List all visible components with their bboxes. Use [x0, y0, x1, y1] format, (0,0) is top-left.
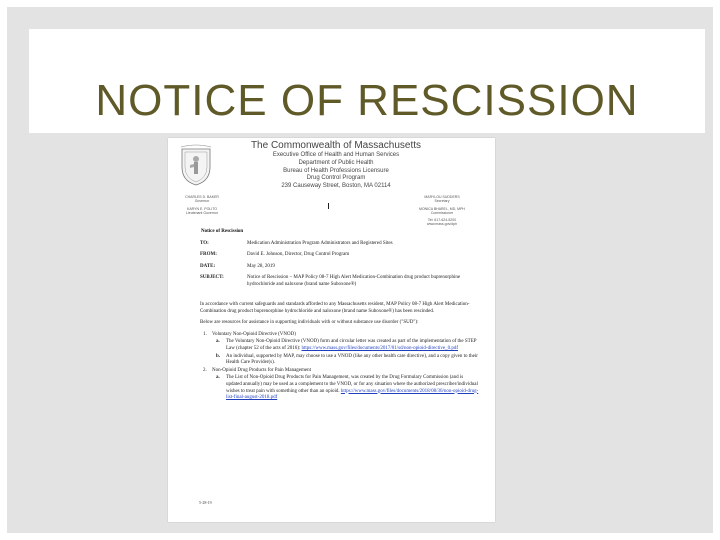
subitem-text: The Voluntary Non-Opioid Directive (VNOD) form and circular letter was created as part of the implementation of the STEP Law (chapter 52 of the acts of 2016):	[226, 339, 477, 351]
letterhead-line: Department of Public Health	[298, 159, 374, 166]
subitem-text: An individual, supported by MAP, may choose to use a VNOD (like any other health care directive), and a copy given to their Health Care Provider(s).	[226, 353, 478, 366]
right-officials	[408, 195, 476, 227]
memo-to-value: Medication Administration Program Administrators and Registered Sites	[247, 241, 393, 246]
body-paragraph: In accordance with current safeguards and standards afforded to any Massachusetts resident, MAP Policy 08-7 High Alert Medication-Combination drug product buprenorphine hydrochloride and naloxone (brand name Suboxone®) has been rescinded.	[200, 302, 470, 314]
subitem-text: The List of Non-Opioid Drug Products for Pain Management, was created by the Drug Formulary Commission (and is updated annually) may be used as a complement to the VNOD, or for any situation where the authorized prescriber/individual wishes to treat pain with something other than an opioid.	[226, 375, 478, 394]
governor-name: CHARLES D. BAKER	[185, 195, 219, 199]
commonwealth-seal-icon	[178, 143, 214, 187]
subitem-letter: a.	[216, 339, 220, 345]
memo-date-row	[200, 264, 485, 270]
vnod-link[interactable]: https://www.mass.gov/files/documents/2017/01/sd/non-opioid-directive_0.pdf	[301, 345, 458, 351]
resource-subitem	[216, 339, 480, 352]
letterhead-org: The Commonwealth of Massachusetts	[250, 140, 422, 151]
slide-background	[7, 7, 713, 533]
resource-number: 2.	[203, 367, 207, 373]
resource-item	[200, 332, 480, 339]
contact-web: www.mass.gov/dph	[426, 222, 458, 227]
resource-subitem	[216, 354, 480, 367]
memo-from-row	[200, 252, 485, 258]
secretary-name: MARYLOU SUDDERS	[424, 195, 460, 199]
text-cursor	[328, 203, 329, 209]
resource-subitems	[200, 339, 480, 366]
commissioner-title: Commissioner	[430, 210, 454, 215]
memo-date-label: DATE:	[200, 263, 216, 269]
subitem-letter: a.	[216, 375, 220, 381]
notice-heading: Notice of Rescission	[201, 229, 244, 234]
body-paragraph: Below are resources for assistance in supporting individuals with or without substance use disorder ("SUD"):	[200, 320, 419, 326]
non-opioid-list-link[interactable]: https://www.mass.gov/files/documents/2018/08/30/non-opioid-drug-list-final-august-2018.pdf	[226, 388, 479, 401]
memo-date-value: May 28, 2019	[247, 263, 275, 269]
letterhead-line: Bureau of Health Professions Licensure	[283, 167, 389, 174]
resource-subitem	[216, 375, 480, 401]
letterhead-line: 239 Causeway Street, Boston, MA 02114	[281, 183, 391, 190]
memo-from-label: FROM:	[200, 252, 217, 258]
governor-title: Governor	[194, 199, 210, 204]
lt-governor-name: KARYN E. POLITO	[186, 206, 218, 211]
letterhead-line: Drug Control Program	[306, 175, 366, 182]
resource-item	[200, 368, 480, 375]
memo-subject-value: Notice of Rescission – MAP Policy 08-7 High Alert Medication-Combination drug product buprenorphine hydrochloride and naloxone (brand name Suboxone®)	[247, 275, 461, 287]
letterhead	[246, 140, 426, 191]
memo-header	[200, 241, 485, 293]
left-officials	[172, 195, 232, 215]
resource-title: Voluntary Non-Opioid Directive (VNOD)	[212, 331, 296, 337]
document-page	[168, 138, 495, 522]
resource-title: Non-Opioid Drug Products for Pain Management	[212, 367, 312, 373]
memo-subject-row	[200, 275, 485, 288]
footer-date: 5-28-19	[199, 500, 212, 505]
title-band	[29, 29, 705, 133]
secretary-title: Secretary	[434, 199, 450, 204]
resource-number: 1.	[203, 331, 207, 337]
memo-to-row	[200, 241, 485, 247]
slide-title: NOTICE OF RESCISSION	[95, 76, 639, 125]
contact-tel: Tel: 617-624-5200	[427, 218, 457, 223]
notice-body	[200, 302, 480, 403]
subitem-letter: b.	[216, 353, 221, 359]
letterhead-line: Executive Office of Health and Human Services	[272, 152, 400, 158]
resource-subitems	[200, 375, 480, 401]
memo-subject-label: SUBJECT:	[200, 275, 224, 281]
memo-to-label: TO:	[200, 241, 209, 246]
resource-list	[200, 332, 480, 402]
lt-governor-title: Lieutenant Governor	[186, 210, 218, 215]
commissioner-name: MONICA BHAREL, MD, MPH	[419, 206, 465, 211]
memo-from-value: David E. Johnson, Director, Drug Control Program	[247, 252, 350, 258]
